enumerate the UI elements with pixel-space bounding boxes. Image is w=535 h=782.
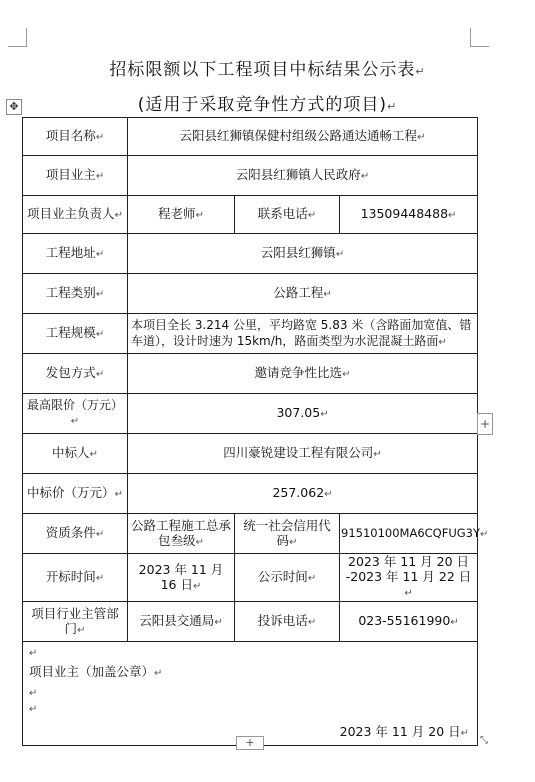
page-corner-top-left [8, 28, 27, 47]
owner-contact-cell[interactable]: 程老师↵ [128, 196, 235, 234]
winner-cell[interactable]: 四川豪锐建设工程有限公司↵ [128, 434, 478, 474]
owner-cell[interactable]: 云阳县红狮镇人民政府↵ [128, 156, 478, 196]
table-row [23, 354, 478, 394]
publicity-time-label-cell: 公示时间↵ [235, 554, 340, 602]
table-row [23, 434, 478, 474]
table-row [23, 118, 478, 156]
paragraph-mark: ↵ [415, 65, 426, 78]
project-name-cell[interactable]: 云阳县红狮镇保健村组级公路通达通畅工程↵ [128, 118, 478, 156]
announcement-date: 2023 年 11 月 20 日↵ [339, 724, 470, 739]
credit-code-label-cell: 统一社会信用代码↵ [235, 514, 340, 554]
publicity-time-cell[interactable]: 2023 年 11 月 20 日 -2023 年 11 月 22 日↵ [340, 554, 478, 602]
address-label-cell: 工程地址↵ [23, 234, 128, 274]
table-row [23, 514, 478, 554]
authority-label-cell: 项目行业主管部门↵ [23, 602, 128, 642]
result-table [22, 117, 489, 746]
winning-price-cell[interactable]: 257.062↵ [128, 474, 478, 514]
credit-code-cell[interactable]: 91510100MA6CQFUG3Y↵ [340, 514, 478, 554]
table-row [23, 602, 478, 642]
table-row [23, 554, 478, 602]
open-time-cell[interactable]: 2023 年 11 月 16 日↵ [128, 554, 235, 602]
category-label-cell: 工程类别↵ [23, 274, 128, 314]
insert-row-button[interactable]: + [236, 736, 264, 750]
document-title: 招标限额以下工程项目中标结果公示表↵ [109, 60, 426, 80]
phone-label-cell: 联系电话↵ [235, 196, 340, 234]
qualification-cell[interactable]: 公路工程施工总承包叁级↵ [128, 514, 235, 554]
table-resize-handle-icon[interactable]: ⤡ [480, 735, 488, 746]
scale-cell[interactable]: 本项目全长 3.214 公里，平均路宽 5.83 米（含路面加宽值、错车道），设计时速为 15km/h，路面类型为水泥混凝土路面↵ [128, 314, 478, 354]
phone-cell[interactable]: 13509448488↵ [340, 196, 478, 234]
table-row [23, 474, 478, 514]
table-row [23, 234, 478, 274]
seal-label: 项目业主（加盖公章）↵ [29, 664, 163, 679]
table-row [23, 394, 478, 434]
authority-cell[interactable]: 云阳县交通局↵ [128, 602, 235, 642]
table-row [23, 196, 478, 234]
winning-price-label-cell: 中标价（万元）↵ [23, 474, 128, 514]
table-move-handle-icon[interactable]: ✥ [6, 99, 22, 115]
method-cell[interactable]: 邀请竞争性比选↵ [128, 354, 478, 394]
table-row [23, 642, 478, 746]
owner-contact-label-cell: 项目业主负责人↵ [23, 196, 128, 234]
publicity-time-end: -2023 年 11 月 22 日 [345, 569, 472, 584]
owner-label-cell: 项目业主↵ [23, 156, 128, 196]
paragraph-mark: ↵ [29, 688, 38, 699]
seal-cell[interactable] [23, 642, 478, 746]
publicity-time-start: 2023 年 11 月 20 日 [348, 554, 469, 569]
winner-label-cell: 中标人↵ [23, 434, 128, 474]
complaint-phone-cell[interactable]: 023-55161990↵ [340, 602, 478, 642]
table-row [23, 274, 478, 314]
paragraph-mark: ↵ [29, 648, 38, 659]
paragraph-mark: ↵ [29, 704, 38, 715]
open-time-label-cell: 开标时间↵ [23, 554, 128, 602]
project-name-label-cell: 项目名称↵ [23, 118, 128, 156]
complaint-label-cell: 投诉电话↵ [235, 602, 340, 642]
table-row [23, 314, 478, 354]
scale-label-cell: 工程规模↵ [23, 314, 128, 354]
insert-column-button[interactable]: + [477, 413, 493, 435]
table-row [23, 156, 478, 196]
document-subtitle: (适用于采取竞争性方式的项目)↵ [137, 95, 398, 115]
paragraph-mark: ↵ [387, 100, 398, 113]
category-cell[interactable]: 公路工程↵ [128, 274, 478, 314]
address-cell[interactable]: 云阳县红狮镇↵ [128, 234, 478, 274]
max-price-label-cell: 最高限价（万元）↵ [23, 394, 128, 434]
qualification-label-cell: 资质条件↵ [23, 514, 128, 554]
page-corner-top-right [470, 28, 489, 47]
method-label-cell: 发包方式↵ [23, 354, 128, 394]
max-price-cell[interactable]: 307.05↵ [128, 394, 478, 434]
